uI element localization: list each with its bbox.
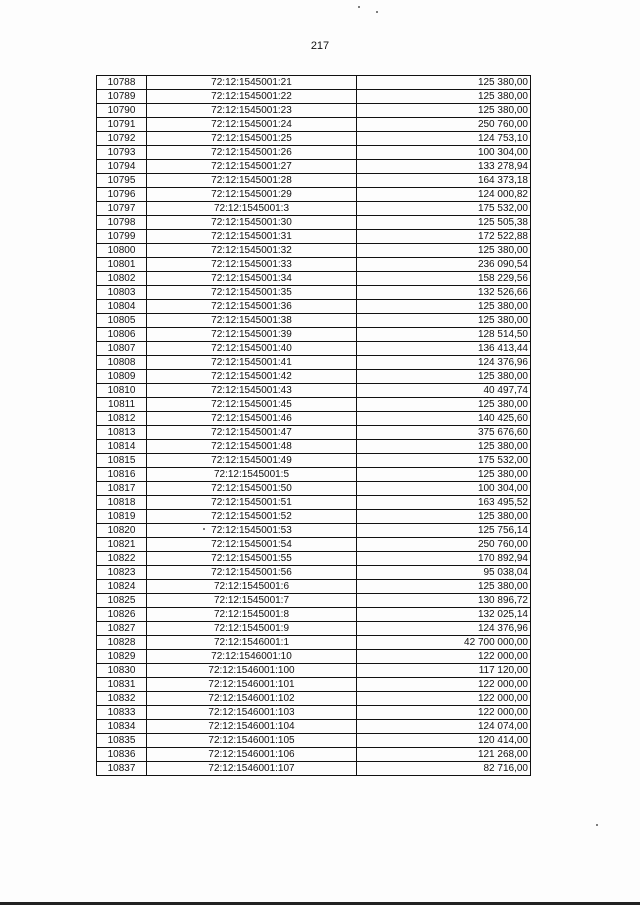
cadastral-number-cell: 72:12:1545001:7 <box>147 594 357 608</box>
table-row <box>97 482 531 496</box>
cadastral-number-cell: 72:12:1546001:107 <box>147 762 357 776</box>
row-number-cell: 10790 <box>97 104 147 118</box>
table-row <box>97 706 531 720</box>
table-row <box>97 454 531 468</box>
row-number-cell: 10837 <box>97 762 147 776</box>
cadastral-value-cell: 100 304,00 <box>357 482 531 496</box>
row-number-cell: 10823 <box>97 566 147 580</box>
cadastral-value-cell: 158 229,56 <box>357 272 531 286</box>
row-number-cell: 10797 <box>97 202 147 216</box>
cadastral-value-cell: 236 090,54 <box>357 258 531 272</box>
table-row <box>97 342 531 356</box>
cadastral-number-cell: 72:12:1545001:31 <box>147 230 357 244</box>
row-number-cell: 10831 <box>97 678 147 692</box>
cadastral-value-cell: 125 380,00 <box>357 370 531 384</box>
table-row <box>97 188 531 202</box>
row-number-cell: 10825 <box>97 594 147 608</box>
row-number-cell: 10803 <box>97 286 147 300</box>
cadastral-value-cell: 125 380,00 <box>357 244 531 258</box>
cadastral-number-cell: 72:12:1545001:51 <box>147 496 357 510</box>
table-row <box>97 426 531 440</box>
row-number-cell: 10789 <box>97 90 147 104</box>
cadastral-number-cell: 72:12:1546001:102 <box>147 692 357 706</box>
table-row <box>97 748 531 762</box>
cadastral-value-cell: 125 380,00 <box>357 104 531 118</box>
row-number-cell: 10836 <box>97 748 147 762</box>
table-row <box>97 384 531 398</box>
scan-speck <box>358 6 360 8</box>
cadastral-number-cell: 72:12:1545001:40 <box>147 342 357 356</box>
cadastral-value-cell: 95 038,04 <box>357 566 531 580</box>
table-row <box>97 720 531 734</box>
table-row <box>97 160 531 174</box>
row-number-cell: 10793 <box>97 146 147 160</box>
cadastral-number-cell: 72:12:1546001:10 <box>147 650 357 664</box>
cadastral-value-cell: 125 756,14 <box>357 524 531 538</box>
cadastral-number-cell: 72:12:1545001:5 <box>147 468 357 482</box>
table-row <box>97 650 531 664</box>
cadastral-value-cell: 375 676,60 <box>357 426 531 440</box>
table-row <box>97 678 531 692</box>
cadastral-value-cell: 128 514,50 <box>357 328 531 342</box>
table-row <box>97 762 531 776</box>
table-row <box>97 216 531 230</box>
cadastral-number-cell: 72:12:1546001:100 <box>147 664 357 678</box>
cadastral-number-cell: 72:12:1545001:55 <box>147 552 357 566</box>
table-row <box>97 510 531 524</box>
cadastral-value-cell: 117 120,00 <box>357 664 531 678</box>
cadastral-number-cell: 72:12:1545001:39 <box>147 328 357 342</box>
cadastral-value-cell: 122 000,00 <box>357 692 531 706</box>
table-row <box>97 440 531 454</box>
row-number-cell: 10807 <box>97 342 147 356</box>
row-number-cell: 10833 <box>97 706 147 720</box>
cadastral-number-cell: 72:12:1545001:43 <box>147 384 357 398</box>
cadastral-number-cell: 72:12:1545001:22 <box>147 90 357 104</box>
row-number-cell: 10829 <box>97 650 147 664</box>
scan-speck <box>203 528 205 530</box>
table-row <box>97 566 531 580</box>
cadastral-number-cell: 72:12:1545001:28 <box>147 174 357 188</box>
row-number-cell: 10812 <box>97 412 147 426</box>
row-number-cell: 10810 <box>97 384 147 398</box>
table-row <box>97 244 531 258</box>
cadastral-value-cell: 82 716,00 <box>357 762 531 776</box>
row-number-cell: 10834 <box>97 720 147 734</box>
cadastral-number-cell: 72:12:1545001:53 <box>147 524 357 538</box>
cadastral-value-cell: 124 074,00 <box>357 720 531 734</box>
table-row <box>97 734 531 748</box>
table-row <box>97 300 531 314</box>
cadastral-number-cell: 72:12:1545001:9 <box>147 622 357 636</box>
row-number-cell: 10804 <box>97 300 147 314</box>
cadastral-value-cell: 140 425,60 <box>357 412 531 426</box>
row-number-cell: 10794 <box>97 160 147 174</box>
cadastral-number-cell: 72:12:1546001:101 <box>147 678 357 692</box>
cadastral-value-cell: 125 380,00 <box>357 440 531 454</box>
cadastral-value-cell: 125 380,00 <box>357 300 531 314</box>
table-row <box>97 104 531 118</box>
cadastral-number-cell: 72:12:1545001:54 <box>147 538 357 552</box>
scan-speck <box>376 11 378 13</box>
cadastral-value-cell: 172 522,88 <box>357 230 531 244</box>
row-number-cell: 10795 <box>97 174 147 188</box>
cadastral-number-cell: 72:12:1545001:38 <box>147 314 357 328</box>
table-row <box>97 608 531 622</box>
row-number-cell: 10822 <box>97 552 147 566</box>
cadastral-number-cell: 72:12:1545001:3 <box>147 202 357 216</box>
table-row <box>97 174 531 188</box>
cadastral-number-cell: 72:12:1545001:46 <box>147 412 357 426</box>
cadastral-value-cell: 124 376,96 <box>357 356 531 370</box>
row-number-cell: 10788 <box>97 76 147 90</box>
scan-speck <box>596 824 598 826</box>
cadastral-number-cell: 72:12:1545001:48 <box>147 440 357 454</box>
cadastral-number-cell: 72:12:1545001:33 <box>147 258 357 272</box>
table-row <box>97 552 531 566</box>
cadastral-number-cell: 72:12:1545001:23 <box>147 104 357 118</box>
cadastral-value-cell: 132 025,14 <box>357 608 531 622</box>
table-row <box>97 258 531 272</box>
row-number-cell: 10828 <box>97 636 147 650</box>
cadastral-value-cell: 125 380,00 <box>357 90 531 104</box>
row-number-cell: 10798 <box>97 216 147 230</box>
cadastral-number-cell: 72:12:1545001:29 <box>147 188 357 202</box>
table-row <box>97 664 531 678</box>
row-number-cell: 10824 <box>97 580 147 594</box>
cadastral-number-cell: 72:12:1545001:50 <box>147 482 357 496</box>
cadastral-value-cell: 125 380,00 <box>357 510 531 524</box>
cadastral-value-cell: 136 413,44 <box>357 342 531 356</box>
table-row <box>97 230 531 244</box>
cadastral-number-cell: 72:12:1546001:104 <box>147 720 357 734</box>
cadastral-value-cell: 121 268,00 <box>357 748 531 762</box>
cadastral-number-cell: 72:12:1545001:42 <box>147 370 357 384</box>
row-number-cell: 10799 <box>97 230 147 244</box>
row-number-cell: 10817 <box>97 482 147 496</box>
row-number-cell: 10802 <box>97 272 147 286</box>
row-number-cell: 10814 <box>97 440 147 454</box>
cadastral-value-cell: 175 532,00 <box>357 454 531 468</box>
row-number-cell: 10801 <box>97 258 147 272</box>
cadastral-value-cell: 124 753,10 <box>357 132 531 146</box>
row-number-cell: 10815 <box>97 454 147 468</box>
row-number-cell: 10800 <box>97 244 147 258</box>
row-number-cell: 10792 <box>97 132 147 146</box>
cadastral-value-cell: 124 376,96 <box>357 622 531 636</box>
row-number-cell: 10813 <box>97 426 147 440</box>
table-row <box>97 496 531 510</box>
cadastral-value-cell: 132 526,66 <box>357 286 531 300</box>
cadastral-value-cell: 125 380,00 <box>357 398 531 412</box>
row-number-cell: 10818 <box>97 496 147 510</box>
table-row <box>97 314 531 328</box>
table-row <box>97 286 531 300</box>
table-row <box>97 398 531 412</box>
table-body <box>97 76 531 776</box>
cadastral-number-cell: 72:12:1545001:36 <box>147 300 357 314</box>
cadastral-value-cell: 163 495,52 <box>357 496 531 510</box>
cadastral-value-cell: 250 760,00 <box>357 118 531 132</box>
row-number-cell: 10830 <box>97 664 147 678</box>
cadastral-number-cell: 72:12:1545001:6 <box>147 580 357 594</box>
cadastral-number-cell: 72:12:1545001:34 <box>147 272 357 286</box>
cadastral-number-cell: 72:12:1545001:45 <box>147 398 357 412</box>
cadastral-number-cell: 72:12:1545001:52 <box>147 510 357 524</box>
table-row <box>97 328 531 342</box>
row-number-cell: 10826 <box>97 608 147 622</box>
cadastral-number-cell: 72:12:1546001:105 <box>147 734 357 748</box>
row-number-cell: 10808 <box>97 356 147 370</box>
table-row <box>97 76 531 90</box>
cadastral-number-cell: 72:12:1545001:56 <box>147 566 357 580</box>
table-row <box>97 146 531 160</box>
cadastral-value-cell: 125 380,00 <box>357 314 531 328</box>
table-row <box>97 692 531 706</box>
row-number-cell: 10806 <box>97 328 147 342</box>
cadastral-number-cell: 72:12:1545001:8 <box>147 608 357 622</box>
cadastral-value-cell: 122 000,00 <box>357 678 531 692</box>
table-row <box>97 370 531 384</box>
cadastral-value-cell: 175 532,00 <box>357 202 531 216</box>
page-number: 217 <box>310 40 330 52</box>
row-number-cell: 10791 <box>97 118 147 132</box>
cadastral-number-cell: 72:12:1545001:26 <box>147 146 357 160</box>
cadastral-number-cell: 72:12:1546001:1 <box>147 636 357 650</box>
cadastral-number-cell: 72:12:1545001:27 <box>147 160 357 174</box>
row-number-cell: 10821 <box>97 538 147 552</box>
cadastral-value-table <box>96 75 531 776</box>
cadastral-value-cell: 125 380,00 <box>357 468 531 482</box>
cadastral-number-cell: 72:12:1545001:47 <box>147 426 357 440</box>
cadastral-number-cell: 72:12:1546001:106 <box>147 748 357 762</box>
table-row <box>97 622 531 636</box>
table-row <box>97 594 531 608</box>
cadastral-value-cell: 130 896,72 <box>357 594 531 608</box>
cadastral-value-cell: 40 497,74 <box>357 384 531 398</box>
cadastral-value-cell: 100 304,00 <box>357 146 531 160</box>
table-row <box>97 538 531 552</box>
row-number-cell: 10796 <box>97 188 147 202</box>
table-row <box>97 636 531 650</box>
cadastral-value-cell: 125 380,00 <box>357 76 531 90</box>
row-number-cell: 10805 <box>97 314 147 328</box>
row-number-cell: 10827 <box>97 622 147 636</box>
table-row <box>97 356 531 370</box>
cadastral-value-cell: 42 700 000,00 <box>357 636 531 650</box>
table-row <box>97 580 531 594</box>
cadastral-number-cell: 72:12:1545001:41 <box>147 356 357 370</box>
cadastral-number-cell: 72:12:1545001:25 <box>147 132 357 146</box>
row-number-cell: 10809 <box>97 370 147 384</box>
cadastral-value-cell: 133 278,94 <box>357 160 531 174</box>
cadastral-number-cell: 72:12:1545001:21 <box>147 76 357 90</box>
cadastral-value-cell: 120 414,00 <box>357 734 531 748</box>
table-row <box>97 468 531 482</box>
cadastral-number-cell: 72:12:1545001:30 <box>147 216 357 230</box>
table-row <box>97 412 531 426</box>
table-row <box>97 118 531 132</box>
cadastral-number-cell: 72:12:1545001:49 <box>147 454 357 468</box>
cadastral-value-cell: 125 380,00 <box>357 580 531 594</box>
row-number-cell: 10811 <box>97 398 147 412</box>
cadastral-number-cell: 72:12:1545001:35 <box>147 286 357 300</box>
row-number-cell: 10816 <box>97 468 147 482</box>
table-row <box>97 524 531 538</box>
row-number-cell: 10819 <box>97 510 147 524</box>
row-number-cell: 10820 <box>97 524 147 538</box>
cadastral-value-cell: 122 000,00 <box>357 650 531 664</box>
cadastral-value-cell: 124 000,82 <box>357 188 531 202</box>
cadastral-number-cell: 72:12:1546001:103 <box>147 706 357 720</box>
table-row <box>97 90 531 104</box>
cadastral-value-cell: 122 000,00 <box>357 706 531 720</box>
cadastral-value-cell: 125 505,38 <box>357 216 531 230</box>
cadastral-value-cell: 250 760,00 <box>357 538 531 552</box>
table-row <box>97 132 531 146</box>
cadastral-number-cell: 72:12:1545001:32 <box>147 244 357 258</box>
row-number-cell: 10832 <box>97 692 147 706</box>
row-number-cell: 10835 <box>97 734 147 748</box>
table-row <box>97 202 531 216</box>
cadastral-value-cell: 164 373,18 <box>357 174 531 188</box>
cadastral-value-cell: 170 892,94 <box>357 552 531 566</box>
cadastral-number-cell: 72:12:1545001:24 <box>147 118 357 132</box>
table-row <box>97 272 531 286</box>
